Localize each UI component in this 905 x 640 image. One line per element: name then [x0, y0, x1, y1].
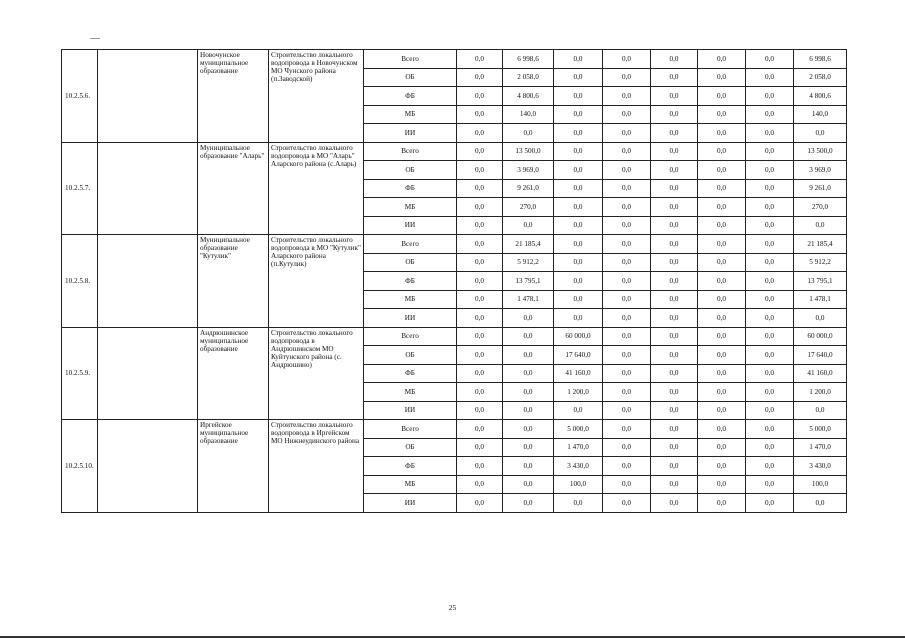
- value-cell: 0,0: [746, 420, 794, 439]
- value-cell: 140,0: [794, 105, 847, 124]
- value-cell: 60 000,0: [794, 327, 847, 346]
- value-cell: 0,0: [746, 364, 794, 383]
- empty-cell: [98, 235, 198, 328]
- value-cell: 0,0: [698, 272, 746, 291]
- value-cell: 17 640,0: [554, 346, 603, 365]
- value-cell: 0,0: [457, 179, 503, 198]
- value-cell: 0,0: [457, 346, 503, 365]
- value-cell: 0,0: [603, 290, 651, 309]
- value-cell: 0,0: [698, 124, 746, 143]
- value-cell: 270,0: [503, 198, 554, 217]
- value-cell: 2 058,0: [503, 68, 554, 87]
- value-cell: 0,0: [698, 475, 746, 494]
- municipality-cell: Иргейское муниципальное образование: [198, 420, 269, 513]
- scan-mark: [90, 38, 100, 39]
- value-cell: 0,0: [746, 309, 794, 328]
- empty-cell: [98, 327, 198, 420]
- table-row: [62, 50, 847, 69]
- value-cell: 1 478,1: [794, 290, 847, 309]
- value-cell: 1 470,0: [554, 438, 603, 457]
- value-cell: 0,0: [457, 142, 503, 161]
- value-cell: 0,0: [746, 68, 794, 87]
- table-row: [62, 327, 847, 346]
- value-cell: 0,0: [651, 272, 698, 291]
- value-cell: 0,0: [554, 216, 603, 235]
- value-cell: 1 200,0: [794, 383, 847, 402]
- value-cell: 13 500,0: [794, 142, 847, 161]
- funding-source-cell: ОБ: [364, 438, 457, 457]
- value-cell: 5 000,0: [554, 420, 603, 439]
- municipality-cell: Новочунское муниципальное образование: [198, 50, 269, 143]
- value-cell: 0,0: [457, 494, 503, 513]
- value-cell: 0,0: [651, 253, 698, 272]
- value-cell: 0,0: [698, 494, 746, 513]
- value-cell: 0,0: [746, 105, 794, 124]
- value-cell: 0,0: [457, 475, 503, 494]
- value-cell: 0,0: [746, 346, 794, 365]
- value-cell: 5 912,2: [794, 253, 847, 272]
- value-cell: 0,0: [603, 50, 651, 69]
- value-cell: 0,0: [603, 124, 651, 143]
- value-cell: 1 200,0: [554, 383, 603, 402]
- value-cell: 0,0: [457, 235, 503, 254]
- value-cell: 0,0: [746, 475, 794, 494]
- value-cell: 4 800,6: [503, 87, 554, 106]
- value-cell: 0,0: [503, 327, 554, 346]
- value-cell: 0,0: [603, 68, 651, 87]
- program-budget-table: [61, 49, 847, 513]
- value-cell: 0,0: [554, 68, 603, 87]
- empty-cell: [98, 420, 198, 513]
- value-cell: 0,0: [457, 401, 503, 420]
- value-cell: 0,0: [503, 420, 554, 439]
- funding-source-cell: МБ: [364, 475, 457, 494]
- value-cell: 0,0: [457, 290, 503, 309]
- value-cell: 0,0: [746, 124, 794, 143]
- value-cell: 60 000,0: [554, 327, 603, 346]
- table-body: [62, 50, 847, 513]
- value-cell: 0,0: [651, 161, 698, 180]
- value-cell: 0,0: [746, 142, 794, 161]
- funding-source-cell: ИИ: [364, 401, 457, 420]
- value-cell: 0,0: [554, 235, 603, 254]
- value-cell: 0,0: [503, 364, 554, 383]
- value-cell: 0,0: [457, 68, 503, 87]
- municipality-cell: Муниципальное образование "Аларь": [198, 142, 269, 235]
- funding-source-cell: ФБ: [364, 87, 457, 106]
- value-cell: 0,0: [603, 272, 651, 291]
- value-cell: 0,0: [603, 198, 651, 217]
- item-code: 10.2.5.8.: [62, 235, 98, 328]
- value-cell: 0,0: [554, 198, 603, 217]
- value-cell: 0,0: [651, 105, 698, 124]
- value-cell: 1 470,0: [794, 438, 847, 457]
- value-cell: 13 500,0: [503, 142, 554, 161]
- value-cell: 0,0: [457, 216, 503, 235]
- value-cell: 17 640,0: [794, 346, 847, 365]
- value-cell: 0,0: [794, 309, 847, 328]
- value-cell: 21 185,4: [503, 235, 554, 254]
- funding-source-cell: ИИ: [364, 494, 457, 513]
- value-cell: 0,0: [794, 494, 847, 513]
- value-cell: 0,0: [746, 272, 794, 291]
- value-cell: 140,0: [503, 105, 554, 124]
- value-cell: 0,0: [651, 494, 698, 513]
- value-cell: 0,0: [698, 142, 746, 161]
- value-cell: 0,0: [503, 438, 554, 457]
- value-cell: 0,0: [698, 309, 746, 328]
- value-cell: 0,0: [746, 87, 794, 106]
- value-cell: 0,0: [457, 438, 503, 457]
- value-cell: 0,0: [603, 475, 651, 494]
- value-cell: 5 912,2: [503, 253, 554, 272]
- funding-source-cell: ФБ: [364, 364, 457, 383]
- funding-source-cell: ИИ: [364, 124, 457, 143]
- value-cell: 0,0: [698, 179, 746, 198]
- value-cell: 0,0: [698, 438, 746, 457]
- value-cell: 2 058,0: [794, 68, 847, 87]
- value-cell: 1 478,1: [503, 290, 554, 309]
- value-cell: 9 261,0: [503, 179, 554, 198]
- value-cell: 0,0: [651, 87, 698, 106]
- object-cell: Строительство локального водопровода в Андрюшинском МО Куйтунского района (с. Андрюшино): [269, 327, 364, 420]
- value-cell: 0,0: [698, 235, 746, 254]
- funding-source-cell: Всего: [364, 50, 457, 69]
- value-cell: 21 185,4: [794, 235, 847, 254]
- value-cell: 13 795,1: [503, 272, 554, 291]
- value-cell: 0,0: [457, 50, 503, 69]
- funding-source-cell: ОБ: [364, 253, 457, 272]
- value-cell: 9 261,0: [794, 179, 847, 198]
- value-cell: 0,0: [457, 105, 503, 124]
- value-cell: 3 969,0: [794, 161, 847, 180]
- value-cell: 0,0: [503, 309, 554, 328]
- value-cell: 0,0: [746, 235, 794, 254]
- item-code: 10.2.5.9.: [62, 327, 98, 420]
- value-cell: 0,0: [651, 179, 698, 198]
- table-row: [62, 420, 847, 439]
- value-cell: 3 430,0: [794, 457, 847, 476]
- value-cell: 0,0: [651, 401, 698, 420]
- value-cell: 0,0: [794, 401, 847, 420]
- value-cell: 0,0: [603, 87, 651, 106]
- value-cell: 0,0: [651, 327, 698, 346]
- value-cell: 0,0: [603, 309, 651, 328]
- funding-source-cell: Всего: [364, 235, 457, 254]
- value-cell: 0,0: [746, 50, 794, 69]
- funding-source-cell: ОБ: [364, 68, 457, 87]
- value-cell: 0,0: [651, 438, 698, 457]
- value-cell: 0,0: [457, 420, 503, 439]
- item-code: 10.2.5.7.: [62, 142, 98, 235]
- value-cell: 0,0: [698, 161, 746, 180]
- value-cell: 0,0: [554, 179, 603, 198]
- value-cell: 0,0: [698, 87, 746, 106]
- value-cell: 0,0: [503, 457, 554, 476]
- value-cell: 0,0: [603, 179, 651, 198]
- value-cell: 0,0: [457, 124, 503, 143]
- value-cell: 41 160,0: [794, 364, 847, 383]
- value-cell: 0,0: [603, 438, 651, 457]
- value-cell: 0,0: [503, 475, 554, 494]
- value-cell: 0,0: [457, 457, 503, 476]
- value-cell: 0,0: [457, 272, 503, 291]
- value-cell: 0,0: [698, 346, 746, 365]
- value-cell: 0,0: [651, 309, 698, 328]
- value-cell: 0,0: [651, 383, 698, 402]
- value-cell: 270,0: [794, 198, 847, 217]
- value-cell: 0,0: [698, 253, 746, 272]
- value-cell: 0,0: [746, 179, 794, 198]
- value-cell: 0,0: [746, 253, 794, 272]
- funding-source-cell: Всего: [364, 142, 457, 161]
- value-cell: 0,0: [603, 401, 651, 420]
- value-cell: 0,0: [746, 494, 794, 513]
- funding-source-cell: МБ: [364, 198, 457, 217]
- funding-source-cell: ИИ: [364, 309, 457, 328]
- value-cell: 0,0: [503, 346, 554, 365]
- value-cell: 0,0: [603, 457, 651, 476]
- funding-source-cell: ОБ: [364, 161, 457, 180]
- value-cell: 0,0: [457, 161, 503, 180]
- value-cell: 0,0: [554, 494, 603, 513]
- scan-edge-line: [0, 636, 905, 638]
- value-cell: 0,0: [603, 235, 651, 254]
- object-cell: Строительство локального водопровода в МО "Аларь" Аларского района (с.Аларь): [269, 142, 364, 235]
- value-cell: 3 969,0: [503, 161, 554, 180]
- value-cell: 0,0: [603, 216, 651, 235]
- value-cell: 0,0: [698, 420, 746, 439]
- value-cell: 6 998,6: [794, 50, 847, 69]
- value-cell: 41 160,0: [554, 364, 603, 383]
- funding-source-cell: ФБ: [364, 179, 457, 198]
- value-cell: 0,0: [698, 50, 746, 69]
- value-cell: 0,0: [651, 142, 698, 161]
- value-cell: 0,0: [651, 420, 698, 439]
- value-cell: 0,0: [603, 327, 651, 346]
- value-cell: 6 998,6: [503, 50, 554, 69]
- value-cell: 0,0: [746, 383, 794, 402]
- funding-source-cell: МБ: [364, 290, 457, 309]
- value-cell: 0,0: [503, 401, 554, 420]
- value-cell: 0,0: [554, 87, 603, 106]
- value-cell: 0,0: [651, 457, 698, 476]
- value-cell: 0,0: [503, 216, 554, 235]
- value-cell: 0,0: [457, 309, 503, 328]
- value-cell: 0,0: [698, 198, 746, 217]
- value-cell: 0,0: [554, 124, 603, 143]
- value-cell: 0,0: [651, 50, 698, 69]
- value-cell: 0,0: [603, 161, 651, 180]
- funding-source-cell: ИИ: [364, 216, 457, 235]
- value-cell: 0,0: [698, 364, 746, 383]
- value-cell: 0,0: [603, 253, 651, 272]
- value-cell: 0,0: [603, 364, 651, 383]
- value-cell: 0,0: [651, 346, 698, 365]
- value-cell: 0,0: [554, 290, 603, 309]
- value-cell: 0,0: [651, 124, 698, 143]
- value-cell: 0,0: [746, 438, 794, 457]
- value-cell: 0,0: [503, 124, 554, 143]
- value-cell: 0,0: [603, 383, 651, 402]
- empty-cell: [98, 142, 198, 235]
- value-cell: 0,0: [554, 309, 603, 328]
- value-cell: 0,0: [794, 216, 847, 235]
- value-cell: 0,0: [457, 383, 503, 402]
- value-cell: 0,0: [651, 290, 698, 309]
- value-cell: 0,0: [554, 50, 603, 69]
- empty-cell: [98, 50, 198, 143]
- table-row: [62, 235, 847, 254]
- value-cell: 0,0: [746, 161, 794, 180]
- value-cell: 0,0: [503, 494, 554, 513]
- value-cell: 0,0: [651, 216, 698, 235]
- value-cell: 0,0: [603, 346, 651, 365]
- value-cell: 0,0: [698, 68, 746, 87]
- value-cell: 0,0: [651, 235, 698, 254]
- value-cell: 0,0: [698, 216, 746, 235]
- value-cell: 0,0: [651, 198, 698, 217]
- value-cell: 0,0: [503, 383, 554, 402]
- funding-source-cell: ФБ: [364, 272, 457, 291]
- funding-source-cell: Всего: [364, 420, 457, 439]
- value-cell: 0,0: [554, 272, 603, 291]
- value-cell: 0,0: [457, 87, 503, 106]
- value-cell: 0,0: [698, 327, 746, 346]
- value-cell: 0,0: [698, 401, 746, 420]
- value-cell: 0,0: [457, 327, 503, 346]
- value-cell: 0,0: [603, 494, 651, 513]
- value-cell: 0,0: [794, 124, 847, 143]
- value-cell: 0,0: [651, 475, 698, 494]
- value-cell: 0,0: [746, 290, 794, 309]
- object-cell: Строительство локального водопровода в Новочунском МО Чунского района (п.Заводской): [269, 50, 364, 143]
- value-cell: 0,0: [746, 198, 794, 217]
- value-cell: 0,0: [651, 68, 698, 87]
- funding-source-cell: ОБ: [364, 346, 457, 365]
- value-cell: 0,0: [746, 327, 794, 346]
- municipality-cell: Муниципальное образование "Кутулик": [198, 235, 269, 328]
- funding-source-cell: МБ: [364, 105, 457, 124]
- value-cell: 100,0: [794, 475, 847, 494]
- value-cell: 3 430,0: [554, 457, 603, 476]
- value-cell: 0,0: [554, 161, 603, 180]
- object-cell: Строительство локального водопровода в МО "Кутулик" Аларского района (п.Кутулик): [269, 235, 364, 328]
- value-cell: 0,0: [746, 216, 794, 235]
- value-cell: 0,0: [603, 142, 651, 161]
- value-cell: 0,0: [698, 290, 746, 309]
- funding-source-cell: ФБ: [364, 457, 457, 476]
- value-cell: 100,0: [554, 475, 603, 494]
- table-row: [62, 142, 847, 161]
- value-cell: 0,0: [554, 401, 603, 420]
- value-cell: 0,0: [457, 364, 503, 383]
- value-cell: 0,0: [603, 105, 651, 124]
- page-number: 25: [448, 603, 457, 612]
- object-cell: Строительство локального водопровода в Иргейском МО Нижнеудинского района: [269, 420, 364, 513]
- value-cell: 0,0: [554, 142, 603, 161]
- item-code: 10.2.5.6.: [62, 50, 98, 143]
- value-cell: 0,0: [457, 198, 503, 217]
- funding-source-cell: Всего: [364, 327, 457, 346]
- value-cell: 0,0: [457, 253, 503, 272]
- value-cell: 0,0: [554, 253, 603, 272]
- value-cell: 0,0: [698, 105, 746, 124]
- value-cell: 5 000,0: [794, 420, 847, 439]
- funding-source-cell: МБ: [364, 383, 457, 402]
- value-cell: 4 800,6: [794, 87, 847, 106]
- value-cell: 0,0: [651, 364, 698, 383]
- value-cell: 0,0: [698, 383, 746, 402]
- value-cell: 0,0: [698, 457, 746, 476]
- value-cell: 0,0: [554, 105, 603, 124]
- municipality-cell: Андрюшинское муниципальное образование: [198, 327, 269, 420]
- value-cell: 0,0: [603, 420, 651, 439]
- value-cell: 0,0: [746, 457, 794, 476]
- value-cell: 13 795,1: [794, 272, 847, 291]
- value-cell: 0,0: [746, 401, 794, 420]
- item-code: 10.2.5.10.: [62, 420, 98, 513]
